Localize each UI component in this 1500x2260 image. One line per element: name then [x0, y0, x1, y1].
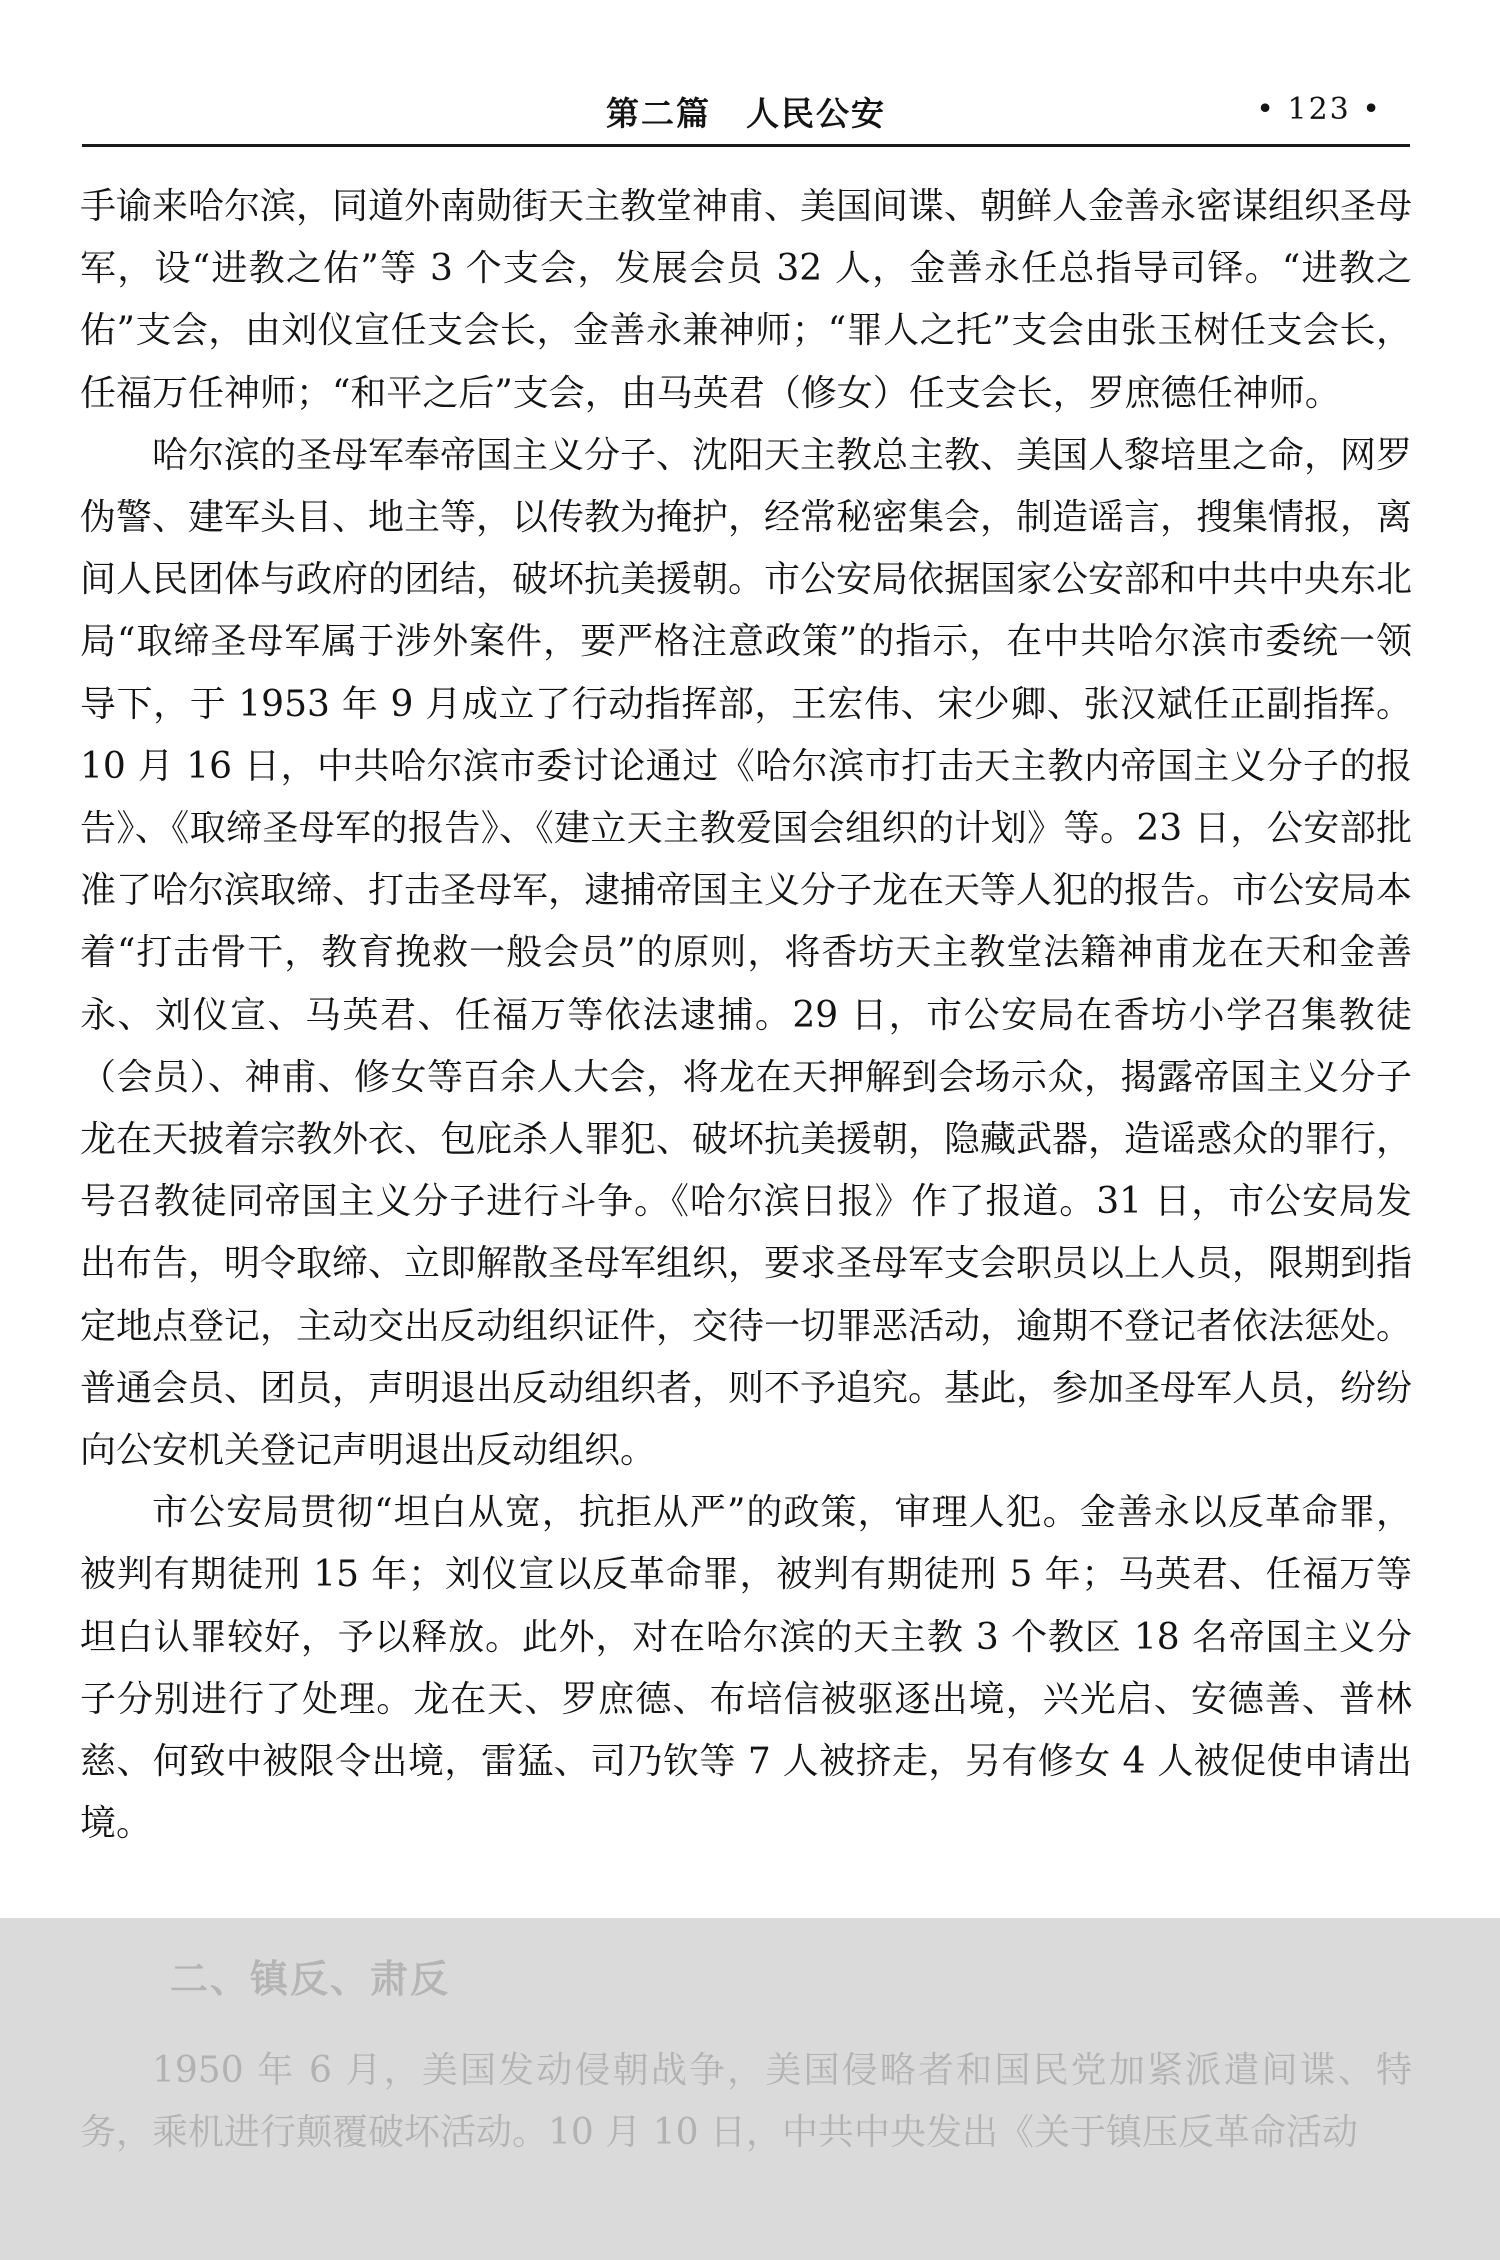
paragraph: 手谕来哈尔滨，同道外南勋街天主教堂神甫、美国间谍、朝鲜人金善永密谋组织圣母军，设“进教之佑”等 3 个支会，发展会员 32 人，金善永任总指导司铎。“进教之佑”支会，由刘仪宣任支会长，金善永兼神师；“罪人之托”支会由张玉树任支会长，任福万任神师；“和平之后”支会，由马英君（修女）任支会长，罗庶德任神师。 [80, 186, 1413, 414]
chapter-title: 第二篇 人民公安 [606, 94, 886, 133]
page-number: • 123 • [1256, 92, 1382, 127]
body-text [80, 176, 1412, 1855]
paragraph: 哈尔滨的圣母军奉帝国主义分子、沈阳天主教总主教、美国人黎培里之命，网罗伪警、建军头目、地主等，以传教为掩护，经常秘密集会，制造谣言，搜集情报，离间人民团体与政府的团结，破坏抗美援朝。市公安局依据国家公安部和中共中央东北局“取缔圣母军属于涉外案件，要严格注意政策”的指示，在中共哈尔滨市委统一领导下，于 1953 年 9 月成立了行动指挥部，王宏伟、宋少卿、张汉斌任正副指挥。10 月 16 日，中共哈尔滨市委讨论通过《哈尔滨市打击天主教内帝国主义分子的报告》、《取缔圣母军的报告》、《建立天主教爱国会组织的计划》等。23 日，公安部批准了哈尔滨取缔、打击圣母军，逮捕帝国主义分子龙在天等人犯的报告。市公安局本着“打击骨干，教育挽救一般会员”的原则，将香坊天主教堂法籍神甫龙在天和金善永、刘仪宣、马英君、任福万等依法逮捕。29 日，市公安局在香坊小学召集教徒（会员）、神甫、修女等百余人大会，将龙在天押解到会场示众，揭露帝国主义分子龙在天披着宗教外衣、包庇杀人罪犯、破坏抗美援朝，隐藏武器，造谣惑众的罪行，号召教徒同帝国主义分子进行斗争。《哈尔滨日报》作了报道。31 日，市公安局发出布告，明令取缔、立即解散圣母军组织，要求圣母军支会职员以上人员，限期到指定地点登记，主动交出反动组织证件，交待一切罪恶活动，逾期不登记者依法惩处。普通会员、团员，声明退出反动组织者，则不予追究。基此，参加圣母军人员，纷纷向公安机关登记声明退出反动组织。 [80, 434, 1413, 1472]
faded-paragraph: 1950 年 6 月，美国发动侵朝战争，美国侵略者和国民党加紧派遣间谍、特务，乘机进行颠覆破坏活动。10 月 10 日，中共中央发出《关于镇压反革命活动 [80, 2050, 1412, 2153]
running-header [82, 78, 1410, 147]
paragraph: 市公安局贯彻“坦白从宽，抗拒从严”的政策，审理人犯。金善永以反革命罪，被判有期徒刑 15 年；刘仪宣以反革命罪，被判有期徒刑 5 年；马英君、任福万等坦白认罪较好，予以释放。此外，对在哈尔滨的天主教 3 个教区 18 名帝国主义分子分别进行了处理。龙在天、罗庶德、布培信被驱逐出境，兴光启、安德善、普林慈、何致中被限令出境，雷猛、司乃钦等 7 人被挤走，另有修女 4 人被促使申请出境。 [80, 1492, 1412, 1845]
section-heading: 二、镇反、肃反 [170, 1957, 451, 2001]
